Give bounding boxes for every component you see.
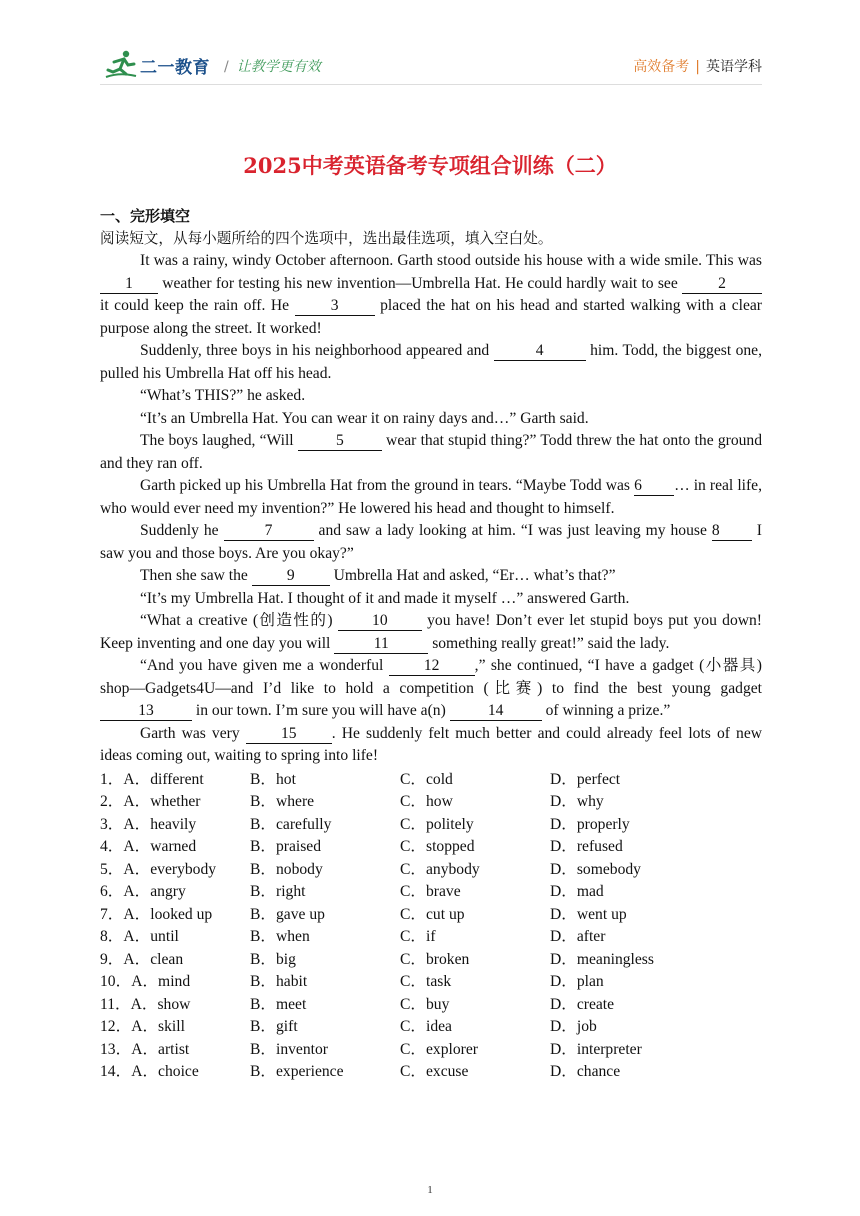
blank-14: 14 [450,702,542,721]
question-number: 7． [100,905,124,923]
option-b: B．gave up [250,905,325,923]
option-row [100,1061,762,1084]
option-row [100,949,762,972]
paragraph [100,430,762,475]
option-b: B．nobody [250,860,323,878]
question-number: 14． [100,1063,132,1080]
option-c: C．task [400,973,452,990]
option-b: B．carefully [250,815,332,833]
question-number: 10． [100,973,132,990]
option-row [100,769,762,792]
text-run: Suddenly, three boys in his neighborhood appeared and [140,342,494,359]
paragraph: “It’s an Umbrella Hat. You can wear it on rainy days and…” Garth said. [140,409,589,427]
option-c: C．cut up [400,905,465,923]
blank-10: 10 [338,612,422,631]
blank-2: 2 [682,275,762,294]
option-a: A．everybody [123,860,217,878]
text-run: I saw you and those boys. Are you okay?” [100,522,763,562]
option-c: C．stopped [400,838,475,855]
option-c: C．brave [400,883,461,900]
question-number: 4． [100,838,124,855]
option-d: D．chance [550,1063,621,1080]
option-row [100,926,762,949]
option-d: D．after [550,928,606,945]
text-run: Garth was very [140,724,246,742]
option-b: B．when [250,928,310,945]
text-run: Then she saw the [140,567,252,584]
option-a: A．looked up [123,905,213,923]
text-run: Garth picked up his Umbrella Hat from the ground in tears. “Maybe Todd was [140,477,635,494]
option-c: C．idea [400,1018,452,1035]
blank-6: 6 [634,477,674,496]
option-row [100,791,762,814]
option-d: D．mad [550,883,604,900]
paragraph [100,610,762,655]
blank-8: 8 [712,522,752,541]
option-a: A．different [123,770,204,788]
text-run: weather for testing his new invention—Umbrella Hat. He could hardly wait to see [158,274,682,292]
paragraph [100,565,762,588]
option-row [100,836,762,859]
question-number: 6． [100,883,124,900]
option-b: B．big [250,950,296,968]
header-subject [633,56,762,76]
blank-11: 11 [334,635,428,654]
options-list [100,769,762,1084]
question-number: 8． [100,928,124,945]
option-row [100,994,762,1017]
section-instruction: 阅读短文，从每小题所给的四个选项中，选出最佳选项，填入空白处。 [100,229,553,247]
text-run: wear that stupid thing?” Todd threw the hat onto the ground and they ran off. [100,432,763,472]
option-c: C．cold [400,770,453,788]
logo-text: 二一教育 [140,57,210,78]
option-a: A．mind [131,973,191,990]
option-a: A．until [123,928,179,945]
option-d: D．somebody [550,860,641,878]
question-number: 9． [100,950,124,968]
paragraph [100,655,762,723]
blank-13: 13 [100,702,192,721]
page-header [100,48,762,84]
text-run: placed the hat on his head and started walking with a clear purpose along the street. It worked! [100,297,762,337]
paragraph: “What’s THIS?” he asked. [140,387,306,404]
option-d: D．create [550,995,615,1013]
text-run: ,” she continued, “I have a gadget (小器具) shop—Gadgets4U—and I’d like to hold a competition (比赛) to find the best young gadget [100,657,762,697]
page-number: 1 [427,1184,433,1196]
option-c: C．if [400,928,436,945]
blank-7: 7 [224,522,314,541]
blank-4: 4 [494,342,586,361]
option-c: C．broken [400,950,470,968]
option-a: A．show [130,995,191,1013]
option-row [100,1039,762,1062]
option-a: A．angry [123,883,186,900]
option-b: B．inventor [250,1040,328,1058]
option-c: C．buy [400,995,450,1013]
paragraph [100,475,762,520]
text-run: “And you have given me a wonderful [140,657,389,674]
option-a: A．artist [131,1040,190,1058]
question-number: 11． [100,995,131,1013]
option-row [100,1016,762,1039]
option-b: B．experience [250,1063,344,1080]
option-a: A．heavily [123,815,197,833]
text-run: It was a rainy, windy October afternoon. Garth stood outside his house with a wide smile. This was [140,252,762,269]
slogan [224,56,321,76]
text-run: Suddenly he [140,522,224,539]
text-run: something really great!” said the lady. [428,634,670,652]
option-a: A．warned [123,838,197,855]
runner-logo-icon [104,50,138,80]
option-d: D．interpreter [550,1040,642,1058]
text-run: “What a creative (创造性的) [140,612,338,629]
question-number: 12． [100,1018,132,1035]
question-number: 2． [100,793,124,810]
logo [104,48,210,82]
blank-1: 1 [100,275,158,294]
text-run: you have! Don’t ever let stupid boys put you down! Keep inventing and one day you will [100,612,762,652]
option-b: B．gift [250,1018,298,1035]
blank-12: 12 [389,657,475,676]
option-b: B．habit [250,973,308,990]
paragraph [100,250,762,340]
option-d: D．why [550,793,604,810]
header-tag-prep: 高效备考 [633,59,690,75]
option-b: B．hot [250,770,296,788]
blank-9: 9 [252,567,330,586]
text-run: of winning a prize.” [541,702,671,719]
blank-15: 15 [246,725,332,744]
option-row [100,904,762,927]
text-run: him. Todd, the biggest one, pulled his Umbrella Hat off his head. [100,342,762,382]
text-run: The boys laughed, “Will [140,432,298,449]
paragraph [100,340,762,385]
option-c: C．explorer [400,1040,478,1058]
option-b: B．praised [250,838,322,855]
option-d: D．meaningless [550,950,654,968]
question-number: 5． [100,860,124,878]
paragraph [100,520,762,565]
option-d: D．perfect [550,770,621,788]
option-b: B．meet [250,995,307,1013]
option-a: A．clean [123,950,184,968]
question-number: 13． [100,1040,132,1058]
option-c: C．anybody [400,860,480,878]
header-rule [100,84,762,85]
text-run: it could keep the rain off. He [100,297,295,314]
text-run: Umbrella Hat and asked, “Er… what’s that?” [329,567,616,584]
header-divider: | [695,59,700,75]
text-run: … in real life, who would ever need my invention?” He lowered his head and thought to himself. [100,477,762,517]
option-c: C．politely [400,815,474,833]
option-b: B．right [250,883,306,900]
option-row [100,881,762,904]
option-d: D．plan [550,973,604,990]
document-body [100,205,762,1084]
option-a: A．choice [131,1063,199,1080]
paragraph [100,723,762,768]
page-title: 2025中考英语备考专项组合训练（二） [243,153,617,178]
text-run: and saw a lady looking at him. “I was just leaving my house [313,522,712,539]
paragraph: “It’s my Umbrella Hat. I thought of it and made it myself …” answered Garth. [140,589,630,607]
slogan-text: 让教学更有效 [236,59,321,75]
option-c: C．excuse [400,1063,469,1080]
option-row [100,971,762,994]
option-b: B．where [250,793,315,810]
blank-5: 5 [298,432,382,451]
blank-3: 3 [295,297,375,316]
option-d: D．went up [550,905,627,923]
option-d: D．properly [550,815,630,833]
option-a: A．skill [131,1018,185,1035]
option-row [100,859,762,882]
slogan-separator: / [224,59,229,75]
text-run: in our town. I’m sure you will have a(n) [192,702,450,719]
question-number: 3． [100,815,124,833]
option-d: D．job [550,1018,597,1035]
text-run: . He suddenly felt much better and could already feel lots of new ideas coming out, waiting to spring into life! [100,724,762,764]
option-a: A．whether [123,793,201,810]
question-number: 1． [100,770,124,788]
option-row [100,814,762,837]
header-tag-subject: 英语学科 [706,59,762,75]
option-c: C．how [400,793,453,810]
option-d: D．refused [550,838,623,855]
section-heading: 一、完形填空 [100,207,191,225]
